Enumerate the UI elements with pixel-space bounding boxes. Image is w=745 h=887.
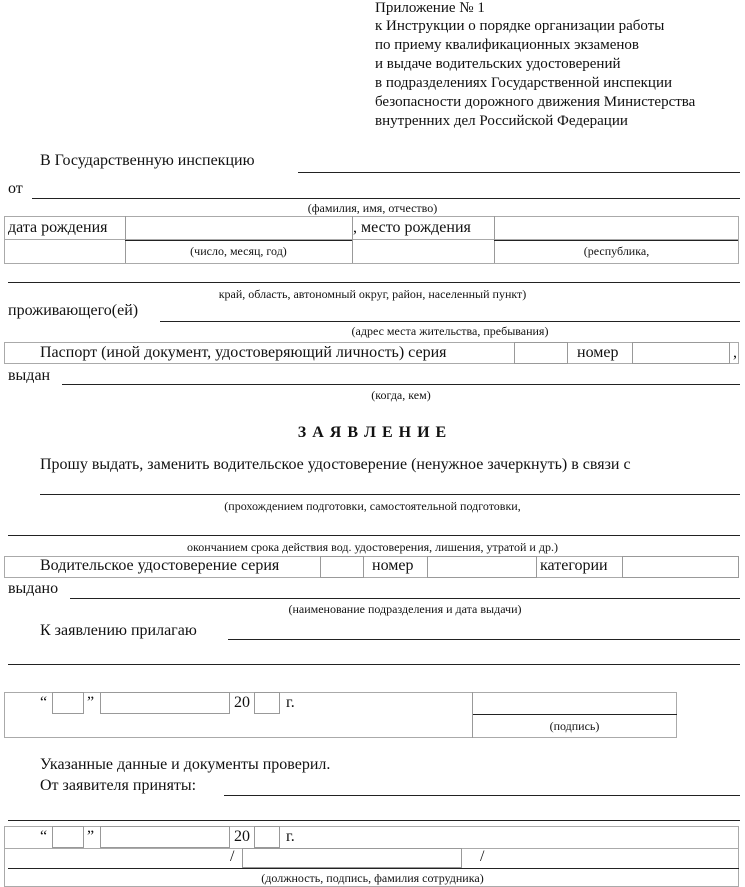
birthplace-label: , место рождения (353, 219, 471, 236)
region-field[interactable] (8, 282, 740, 283)
received-field-2[interactable] (8, 820, 740, 821)
close-quote-2: ” (87, 828, 95, 845)
region-caption: край, область, автономный округ, район, населенный пункт) (218, 287, 527, 301)
issued-field[interactable] (62, 384, 740, 385)
received-field-1[interactable] (224, 795, 740, 796)
slash-2: / (480, 848, 485, 865)
comma: , (733, 344, 737, 361)
residing-label: проживающего(ей) (8, 302, 139, 319)
received-label: От заявителя приняты: (40, 777, 197, 794)
attach-label: К заявлению прилагаю (40, 622, 197, 639)
signature-caption: (подпись) (549, 719, 600, 733)
year-suffix-2: г. (286, 828, 295, 845)
address-field[interactable] (160, 321, 740, 322)
month-field[interactable] (100, 692, 230, 714)
address-caption: (адрес места жительства, пребывания) (351, 324, 549, 338)
categories-field[interactable] (622, 556, 739, 578)
appendix-line: Приложение № 1 (375, 0, 485, 16)
subdivision-caption: (наименование подразделения и дата выдачи) (288, 602, 522, 616)
license-issued-label: выдано (8, 580, 59, 597)
statement-title: З А Я В Л Е Н И Е (297, 424, 448, 441)
open-quote: “ (40, 694, 48, 711)
issued-label: выдан (8, 367, 51, 384)
day-field[interactable] (52, 692, 84, 714)
century-text: 20 (234, 694, 250, 711)
inspection-field[interactable] (298, 172, 740, 173)
request-text: Прошу выдать, заменить водительское удостоверение (ненужное зачеркнуть) в связи с (40, 456, 631, 473)
reason-caption-2: окончанием срока действия вод. удостоверения, лишения, утратой и др.) (187, 540, 558, 554)
appendix-line: внутренних дел Российской Федерации (375, 113, 628, 129)
month-field-2[interactable] (100, 826, 230, 848)
license-label: Водительское удостоверение серия (40, 557, 280, 574)
license-issued-field[interactable] (70, 598, 740, 599)
checked-text: Указанные данные и документы проверил. (40, 756, 331, 773)
year-field-2[interactable] (254, 826, 280, 848)
slash-1: / (230, 848, 235, 865)
close-quote: ” (87, 694, 95, 711)
signature-field[interactable] (472, 714, 677, 715)
appendix-line: к Инструкции о порядке организации работы (375, 18, 665, 34)
century-text-2: 20 (234, 828, 250, 845)
year-field[interactable] (254, 692, 280, 714)
appendix-line: и выдаче водительских удостоверений (375, 56, 621, 72)
issued-caption: (когда, кем) (371, 388, 431, 402)
to-inspection-label: В Государственную инспекцию (40, 152, 255, 169)
attach-field-1[interactable] (228, 639, 740, 640)
fio-caption: (фамилия, имя, отчество) (307, 201, 438, 215)
appendix-line: безопасности дорожного движения Министерства (375, 94, 696, 110)
date-caption: (число, месяц, год) (190, 244, 287, 258)
passport-label: Паспорт (иной документ, удостоверяющий личность) серия (40, 344, 447, 361)
passport-series-field[interactable] (514, 342, 568, 364)
appendix-line: по приему квалификационных экзаменов (375, 37, 639, 53)
license-number-label: номер (372, 557, 414, 574)
employee-field[interactable] (8, 868, 739, 869)
signature-field-2[interactable] (242, 848, 462, 868)
passport-number-field[interactable] (632, 342, 730, 364)
day-field-2[interactable] (52, 826, 84, 848)
reason-field-2[interactable] (8, 535, 740, 536)
dob-label: дата рождения (8, 219, 108, 236)
license-series-field[interactable] (320, 556, 364, 578)
appendix-line: в подразделениях Государственной инспекции (375, 75, 673, 91)
republic-caption: (республика, (583, 244, 650, 258)
from-label: от (8, 180, 23, 197)
passport-number-label: номер (577, 344, 619, 361)
attach-field-2[interactable] (8, 664, 740, 665)
employee-caption: (должность, подпись, фамилия сотрудника) (261, 871, 484, 885)
license-number-field[interactable] (427, 556, 537, 578)
categories-label: категории (540, 557, 608, 574)
reason-caption-1: (прохождением подготовки, самостоятельной подготовки, (224, 499, 521, 513)
year-suffix: г. (286, 694, 295, 711)
reason-field-1[interactable] (40, 494, 740, 495)
fio-field[interactable] (32, 198, 740, 199)
open-quote-2: “ (40, 828, 48, 845)
